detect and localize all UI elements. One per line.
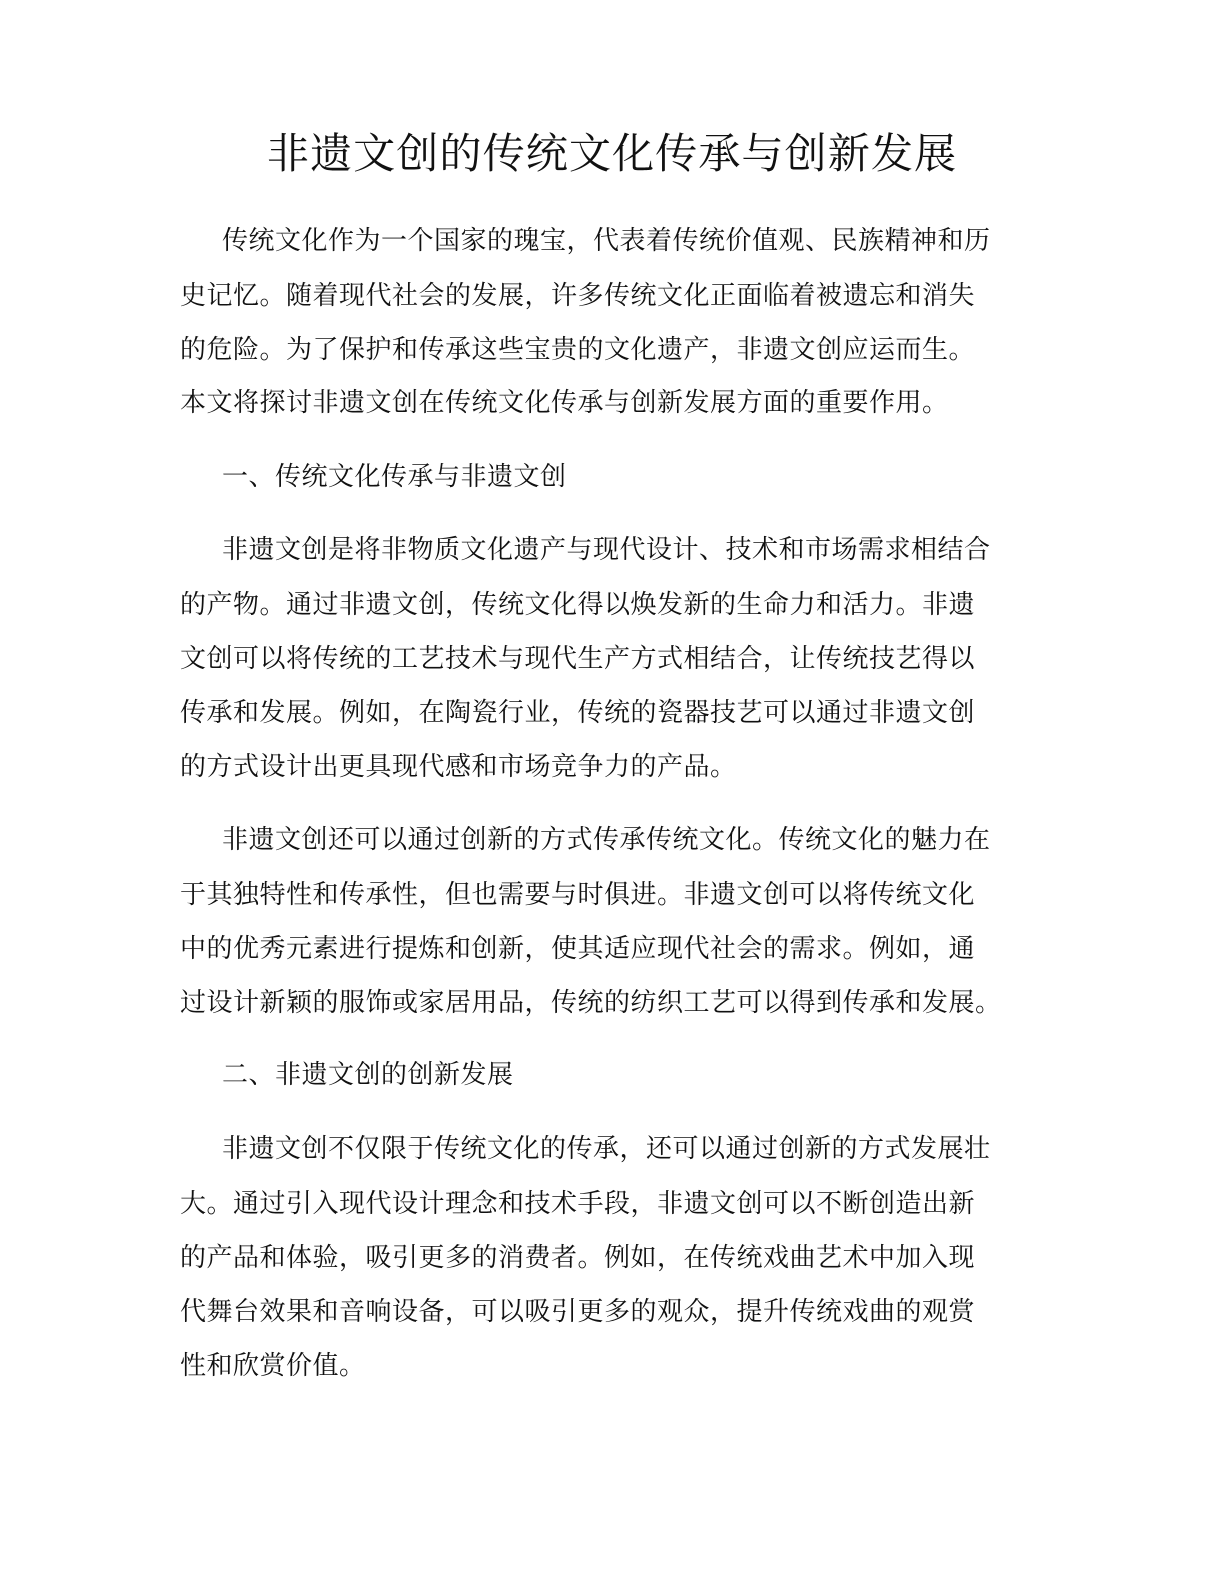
- intro-line-4: 本文将探讨非遗文创在传统文化传承与创新发展方面的重要作用。: [180, 388, 949, 418]
- section-2-para-1-line-3: 的产品和体验，吸引更多的消费者。例如，在传统戏曲艺术中加入现: [180, 1243, 976, 1273]
- section-1-para-1-line-1: 非遗文创是将非物质文化遗产与现代设计、技术和市场需求相结合: [222, 535, 991, 565]
- document-title: 非遗文创的传统文化传承与创新发展: [266, 129, 958, 178]
- section-1-heading: 一、传统文化传承与非遗文创: [222, 462, 567, 492]
- section-1-para-2-line-1: 非遗文创还可以通过创新的方式传承传统文化。传统文化的魅力在: [222, 825, 991, 855]
- section-2-para-1-line-5: 性和欣赏价值。: [180, 1351, 366, 1381]
- section-1-para-1-line-4: 传承和发展。例如，在陶瓷行业，传统的瓷器技艺可以通过非遗文创: [180, 698, 976, 728]
- section-1-para-2-line-4: 过设计新颖的服饰或家居用品，传统的纺织工艺可以得到传承和发展。: [180, 988, 1002, 1018]
- section-2-heading: 二、非遗文创的创新发展: [222, 1060, 514, 1090]
- section-1-para-2-line-3: 中的优秀元素进行提炼和创新，使其适应现代社会的需求。例如，通: [180, 934, 976, 964]
- intro-line-3: 的危险。为了保护和传承这些宝贵的文化遗产，非遗文创应运而生。: [180, 335, 976, 365]
- section-2-para-1-line-2: 大。通过引入现代设计理念和技术手段，非遗文创可以不断创造出新: [180, 1189, 976, 1219]
- intro-line-2: 史记忆。随着现代社会的发展，许多传统文化正面临着被遗忘和消失: [180, 281, 976, 311]
- section-1-para-1-line-3: 文创可以将传统的工艺技术与现代生产方式相结合，让传统技艺得以: [180, 644, 976, 674]
- section-2-para-1-line-4: 代舞台效果和音响设备，可以吸引更多的观众，提升传统戏曲的观赏: [180, 1297, 976, 1327]
- section-1-para-1-line-5: 的方式设计出更具现代感和市场竞争力的产品。: [180, 752, 737, 782]
- section-1-para-1-line-2: 的产物。通过非遗文创，传统文化得以焕发新的生命力和活力。非遗: [180, 590, 976, 620]
- section-2-para-1-line-1: 非遗文创不仅限于传统文化的传承，还可以通过创新的方式发展壮: [222, 1134, 991, 1164]
- section-1-para-2-line-2: 于其独特性和传承性，但也需要与时俱进。非遗文创可以将传统文化: [180, 880, 976, 910]
- intro-line-1: 传统文化作为一个国家的瑰宝，代表着传统价值观、民族精神和历: [222, 226, 991, 256]
